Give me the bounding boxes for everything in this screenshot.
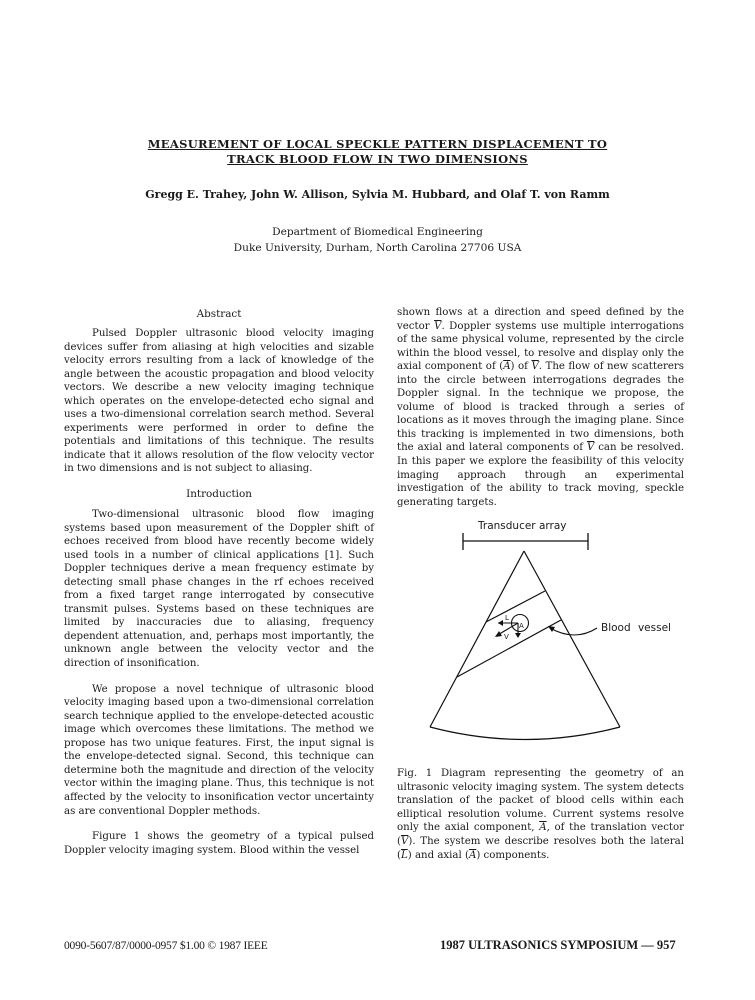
paper-title-text-1: MEASUREMENT OF LOCAL SPECKLE PATTERN DISPLACEMENT TO <box>147 137 608 151</box>
intro-paragraph-2 <box>64 683 374 818</box>
velocity-label: V <box>504 633 509 641</box>
vector-v-symbol: $\overline{V}$ <box>434 320 442 332</box>
vector-a-symbol: $\overline{A}$ <box>539 822 547 834</box>
axial-arrowhead-icon <box>515 633 521 638</box>
vector-v-symbol: $\overline{V}$ <box>586 442 595 454</box>
intro-paragraph-1-text: Two-dimensional ultrasonic blood flow imaging systems based upon measurement of the Doppler shift of echoes received from blood have recently become widely used tools in a number of clinical applications [1]. Such Doppler techniques derive a mean frequency estimate by detecting small phase changes in the rf echoes received from a fixed target range interrogated by consecutive transmit pulses. Systems based on these techniques are limited by inaccuracies due to aliasing, frequency dependent attenuation, and, perhaps most importantly, the unknown angle between the velocity vector and the direction of insonification. <box>64 509 374 670</box>
abstract-text: Pulsed Doppler ultrasonic blood velocity imaging devices suffer from aliasing at high velocities and sizable velocity errors resulting from a lack of knowledge of the angle between the acoustic propagation and blood velocity vectors. We describe a new velocity imaging technique which operates on the envelope-detected echo signal and uses a two-dimensional correlation search method. Several experiments were performed in order to define the potentials and limitations of this technique. The results indicate that it allows resolution of the flow velocity vector in two dimensions and is not subject to aliasing. <box>64 328 374 475</box>
vector-l-symbol: $\overline{L}$ <box>400 849 408 861</box>
paper-affiliation <box>0 224 755 256</box>
intro-paragraph-2-text: We propose a novel technique of ultrasonic blood velocity imaging based upon a two-dimensional correlation search technique applied to the envelope-detected acoustic image which overcomes these limitations. The method we propose has two unique features. First, the input signal is the envelope-detected signal. Second, this technique can determine both the magnitude and direction of the velocity vector within the imaging plane. Thus, this technique is not affected by the velocity to insonification vector uncertainty as are conventional Doppler methods. <box>64 683 374 817</box>
intro-paragraph-1 <box>64 508 374 671</box>
intro-paragraph-3 <box>64 830 374 857</box>
blood-vessel-label: Blood vessel <box>601 622 671 634</box>
figure-1-caption: Fig. 1 Diagram representing the geometry of an ultrasonic velocity imaging system. The system detects translation of the packet of blood cells within each elliptical resolution volume. Current systems resolve only the axial component, $\overline{A}$, of the translation vector $(\overline{V})$. The system we describe resolves both the lateral $(\overline{L})$ and axial $(\overline{A})$ components. <box>397 768 684 861</box>
paper-title-line-2 <box>0 152 755 167</box>
vessel-pointer-curve <box>550 628 597 635</box>
transducer-bracket <box>463 533 588 550</box>
paper-title-line-1 <box>0 137 755 152</box>
introduction-heading: Introduction <box>186 488 252 501</box>
paper-title-text-2: TRACK BLOOD FLOW IN TWO DIMENSIONS <box>227 152 528 166</box>
vector-a-symbol: $\overline{A}$ <box>468 849 477 861</box>
ultrasound-geometry-diagram <box>420 515 700 755</box>
intro-paragraph-3-text: Figure 1 shows the geometry of a typical pulsed Doppler velocity imaging system. Blood within the vessel <box>64 831 374 856</box>
affiliation-department: Department of Biomedical Engineering <box>272 226 483 238</box>
right-column-continuation: shown flows at a direction and speed defined by the vector $\overline{V}$. Doppler systems use multiple interrogations of the same physical volume, represented by the circle within the blood vessel, to resolve and display only the axial component of $(\overline{A})$ of $\overline{V}$. The flow of new scatterers into the circle between interrogations degrades the Doppler signal. In the technique we propose, the volume of blood is tracked through a series of locations as it moves through the imaging plane. Since this tracking is implemented in two dimensions, both the axial and lateral components of $\overline{V}$ can be resolved. In this paper we explore the feasibility of this velocity imaging approach through an experimental investigation of the ability to track moving, speckle generating targets. <box>397 307 685 508</box>
velocity-arrowhead-icon <box>495 631 502 637</box>
abstract-heading: Abstract <box>196 308 242 320</box>
left-column <box>64 308 374 857</box>
transducer-array-label: Transducer array <box>478 520 567 532</box>
vector-a-symbol: $\overline{A}$ <box>503 361 511 373</box>
vector-v-symbol: $\overline{V}$ <box>400 835 409 847</box>
copyright-footer: 0090-5607/87/0000-0957 $1.00 © 1987 IEEE <box>64 940 268 952</box>
sector-edges <box>430 551 620 727</box>
vessel-pointer-arrowhead-icon <box>548 626 555 632</box>
lateral-arrowhead-icon <box>498 620 503 626</box>
lateral-label: L <box>505 614 509 622</box>
vector-v-symbol: $\overline{V}$ <box>531 361 539 373</box>
paper-authors: Gregg E. Trahey, John W. Allison, Sylvia M. Hubbard, and Olaf T. von Ramm <box>145 188 610 201</box>
sector-arc <box>430 727 620 740</box>
abstract-paragraph <box>64 327 374 476</box>
axial-label: A <box>519 622 524 630</box>
figure-caption-prefix: Fig. 1 <box>397 768 433 779</box>
affiliation-university: Duke University, Durham, North Carolina 27706 USA <box>233 242 522 254</box>
figure-1-diagram <box>420 515 700 755</box>
symposium-page-footer: 1987 ULTRASONICS SYMPOSIUM — 957 <box>440 938 676 952</box>
